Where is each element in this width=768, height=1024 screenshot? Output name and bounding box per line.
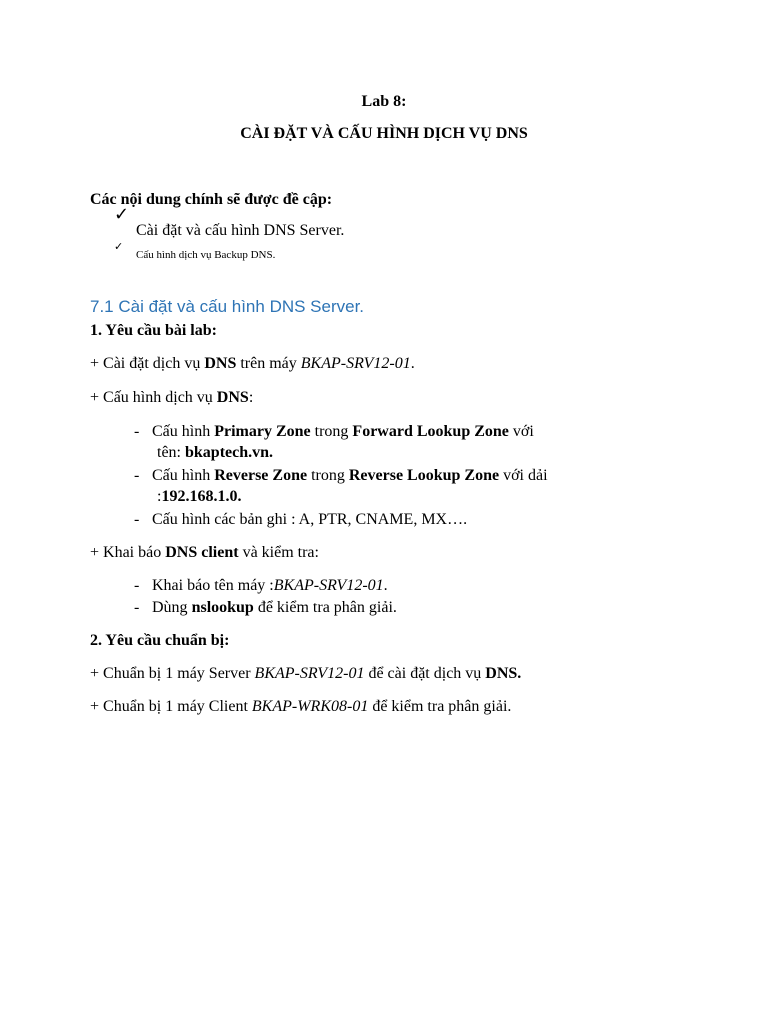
requirements-heading: 1. Yêu cầu bài lab: bbox=[90, 322, 217, 339]
install-paragraph: + Cài đặt dịch vụ DNS trên máy BKAP-SRV12-01. bbox=[90, 355, 415, 372]
checkmark-icon: ✓ bbox=[114, 240, 124, 253]
contents-item: Cấu hình dịch vụ Backup DNS. bbox=[136, 249, 276, 261]
primary-zone-item: Cấu hình Primary Zone trong Forward Lookup Zone với bbox=[152, 423, 534, 440]
list-dash: - bbox=[134, 511, 140, 528]
list-dash: - bbox=[134, 577, 140, 594]
contents-heading: Các nội dung chính sẽ được đề cập: bbox=[90, 191, 333, 208]
section-heading: 7.1 Cài đặt và cấu hình DNS Server. bbox=[90, 297, 365, 316]
checkmark-icon: ✓ bbox=[114, 204, 130, 225]
reverse-zone-item: Cấu hình Reverse Zone trong Reverse Lookup Zone với dải bbox=[152, 467, 548, 484]
client-paragraph: + Khai báo DNS client và kiểm tra: bbox=[90, 544, 319, 561]
contents-item: Cài đặt và cấu hình DNS Server. bbox=[136, 222, 345, 239]
configure-paragraph: + Cấu hình dịch vụ DNS: bbox=[90, 389, 254, 406]
document-title: CÀI ĐẶT VÀ CẤU HÌNH DỊCH VỤ DNS bbox=[240, 125, 528, 142]
nslookup-item: Dùng nslookup để kiểm tra phân giải. bbox=[152, 599, 397, 616]
list-dash: - bbox=[134, 599, 140, 616]
list-dash: - bbox=[134, 423, 140, 440]
client-name-item: Khai báo tên máy :BKAP-SRV12-01. bbox=[152, 577, 388, 594]
preparation-heading: 2. Yêu cầu chuẩn bị: bbox=[90, 632, 230, 649]
server-preparation: + Chuẩn bị 1 máy Server BKAP-SRV12-01 để cài đặt dịch vụ DNS. bbox=[90, 665, 522, 682]
list-dash: - bbox=[134, 467, 140, 484]
client-preparation: + Chuẩn bị 1 máy Client BKAP-WRK08-01 để kiểm tra phân giải. bbox=[90, 698, 512, 715]
lab-label: Lab 8: bbox=[361, 93, 407, 110]
primary-zone-item-continued: tên: bkaptech.vn. bbox=[157, 444, 274, 461]
reverse-zone-item-continued: :192.168.1.0. bbox=[157, 488, 242, 505]
records-item: Cấu hình các bản ghi : A, PTR, CNAME, MX…. bbox=[152, 511, 468, 528]
